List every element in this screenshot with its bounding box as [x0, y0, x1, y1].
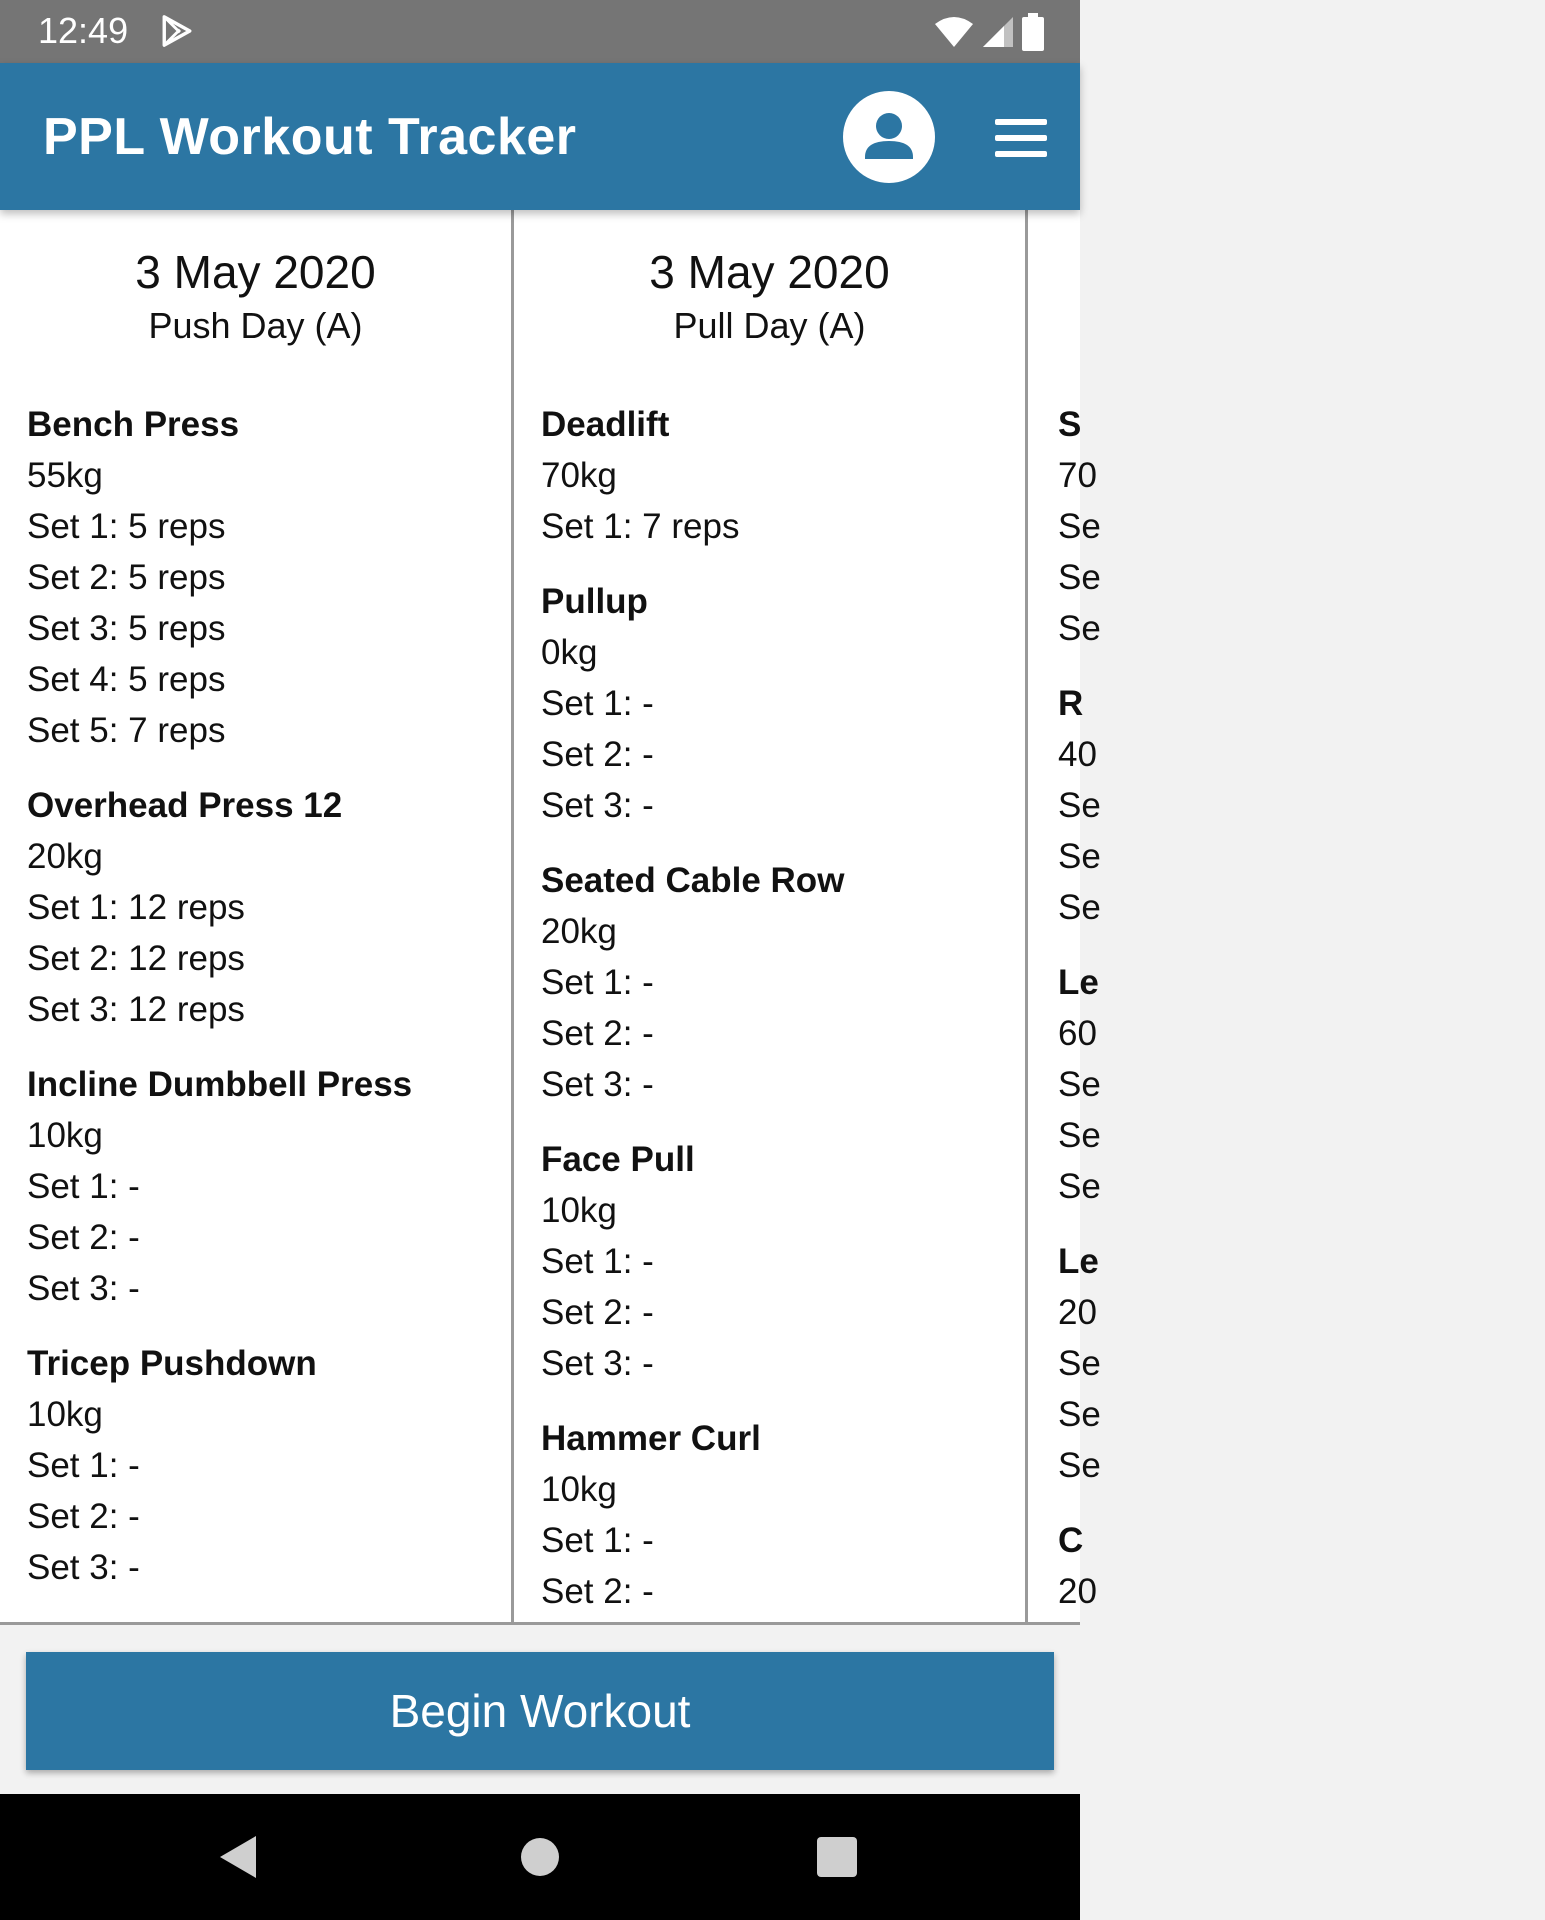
exercise-set: Se: [1058, 837, 1101, 876]
status-bar: [0, 0, 1080, 63]
exercise-set: Se: [1058, 888, 1101, 927]
exercise-list: [541, 399, 1025, 1617]
exercise-set: Set 2: 12 reps: [27, 939, 245, 978]
exercise-name: Pullup: [541, 582, 648, 621]
exercise-item: [1058, 1236, 1545, 1491]
exercise-item: [27, 1338, 511, 1593]
exercise-set: Set 1: -: [541, 963, 654, 1002]
exercise-weight: 20: [1058, 1293, 1097, 1332]
exercise-set: Set 2: -: [541, 1293, 654, 1332]
exercise-item: [1058, 678, 1545, 933]
account-icon[interactable]: [843, 91, 935, 183]
exercise-name: C: [1058, 1521, 1084, 1560]
exercise-set: Set 3: -: [541, 786, 654, 825]
exercise-name: Face Pull: [541, 1140, 695, 1179]
status-time: 12:49: [38, 10, 129, 51]
home-icon[interactable]: [521, 1838, 559, 1876]
app-title: PPL Workout Tracker: [43, 108, 577, 166]
exercise-weight: 70: [1058, 456, 1097, 495]
exercise-set: Set 3: -: [27, 1548, 140, 1587]
system-nav-bar: [0, 1794, 1080, 1920]
exercise-set: Set 2: -: [541, 1572, 654, 1611]
exercise-set: Se: [1058, 609, 1101, 648]
begin-workout-button[interactable]: Begin Workout: [26, 1652, 1054, 1770]
play-store-icon: [160, 14, 194, 48]
exercise-set: Se: [1058, 1395, 1101, 1434]
exercise-weight: 10kg: [27, 1395, 103, 1434]
exercise-set: Se: [1058, 1167, 1101, 1206]
bottom-bar: [0, 1622, 1080, 1794]
exercise-weight: 20: [1058, 1572, 1097, 1611]
exercise-set: Se: [1058, 507, 1101, 546]
workout-day: Push Day (A): [148, 305, 363, 346]
workout-card-pull[interactable]: [514, 210, 1028, 1622]
exercise-set: Set 1: 12 reps: [27, 888, 245, 927]
exercise-name: Tricep Pushdown: [27, 1344, 317, 1383]
exercise-set: Se: [1058, 1116, 1101, 1155]
exercise-set: Set 3: -: [541, 1344, 654, 1383]
exercise-weight: 10kg: [27, 1116, 103, 1155]
exercise-name: Incline Dumbbell Press: [27, 1065, 413, 1104]
exercise-weight: 70kg: [541, 456, 617, 495]
status-icons: [934, 12, 1044, 52]
exercise-weight: 20kg: [27, 837, 103, 876]
exercise-weight: 10kg: [541, 1470, 617, 1509]
exercise-set: Set 1: -: [27, 1446, 140, 1485]
exercise-weight: 55kg: [27, 456, 103, 495]
workout-date: 3 May 2020: [135, 246, 376, 298]
exercise-set: Set 4: 5 reps: [27, 660, 226, 699]
exercise-name: R: [1058, 684, 1084, 723]
exercise-set: Se: [1058, 558, 1101, 597]
workout-date: [1058, 245, 1545, 299]
workout-card-next[interactable]: [1031, 210, 1545, 1622]
exercise-weight: 0kg: [541, 633, 598, 672]
exercise-set: Set 5: 7 reps: [27, 711, 226, 750]
exercise-set: Set 1: -: [27, 1167, 140, 1206]
exercise-set: Set 2: -: [541, 735, 654, 774]
exercise-item: [1058, 1515, 1545, 1617]
exercise-weight: 20kg: [541, 912, 617, 951]
exercise-name: Overhead Press 12: [27, 786, 343, 825]
exercise-item: [541, 399, 1025, 552]
exercise-item: [541, 855, 1025, 1110]
exercise-name: Le: [1058, 1242, 1099, 1281]
app-bar: [0, 63, 1080, 210]
exercise-item: [27, 780, 511, 1035]
exercise-set: Se: [1058, 786, 1101, 825]
exercise-weight: 40: [1058, 735, 1097, 774]
exercise-name: Hammer Curl: [541, 1419, 761, 1458]
exercise-item: [27, 399, 511, 756]
wifi-icon: [934, 16, 974, 48]
exercise-name: Deadlift: [541, 405, 670, 444]
exercise-list: [27, 399, 511, 1593]
exercise-set: Set 1: -: [541, 1521, 654, 1560]
recent-apps-icon[interactable]: [817, 1837, 857, 1877]
back-icon[interactable]: [218, 1834, 258, 1880]
exercise-item: [27, 1059, 511, 1314]
exercise-item: [541, 1134, 1025, 1389]
workout-list[interactable]: [0, 210, 1101, 1622]
exercise-name: Seated Cable Row: [541, 861, 845, 900]
exercise-set: Se: [1058, 1065, 1101, 1104]
exercise-set: Set 3: -: [27, 1269, 140, 1308]
signal-icon: [982, 16, 1014, 48]
exercise-set: Se: [1058, 1446, 1101, 1485]
exercise-set: Set 2: -: [27, 1497, 140, 1536]
exercise-name: Le: [1058, 963, 1099, 1002]
exercise-item: [541, 1413, 1025, 1617]
exercise-name: S: [1058, 405, 1082, 444]
exercise-item: [1058, 399, 1545, 654]
workout-date: 3 May 2020: [649, 246, 890, 298]
exercise-set: Set 2: -: [541, 1014, 654, 1053]
exercise-set: Set 1: -: [541, 684, 654, 723]
exercise-weight: 60: [1058, 1014, 1097, 1053]
exercise-item: [1058, 957, 1545, 1212]
workout-day: [1058, 305, 1545, 347]
workout-card-push[interactable]: [0, 210, 514, 1622]
exercise-set: Set 3: -: [541, 1065, 654, 1104]
exercise-set: Set 1: 5 reps: [27, 507, 226, 546]
exercise-set: Set 3: 12 reps: [27, 990, 245, 1029]
exercise-set: Se: [1058, 1344, 1101, 1383]
workout-day: Pull Day (A): [673, 305, 866, 346]
exercise-set: Set 3: 5 reps: [27, 609, 226, 648]
exercise-set: Set 2: 5 reps: [27, 558, 226, 597]
exercise-list: [1058, 399, 1545, 1617]
exercise-set: Set 1: -: [541, 1242, 654, 1281]
battery-icon: [1022, 13, 1044, 51]
hamburger-menu-icon[interactable]: [995, 119, 1047, 157]
exercise-set: Set 1: 7 reps: [541, 507, 740, 546]
exercise-set: Set 2: -: [27, 1218, 140, 1257]
exercise-weight: 10kg: [541, 1191, 617, 1230]
exercise-name: Bench Press: [27, 405, 240, 444]
exercise-item: [541, 576, 1025, 831]
